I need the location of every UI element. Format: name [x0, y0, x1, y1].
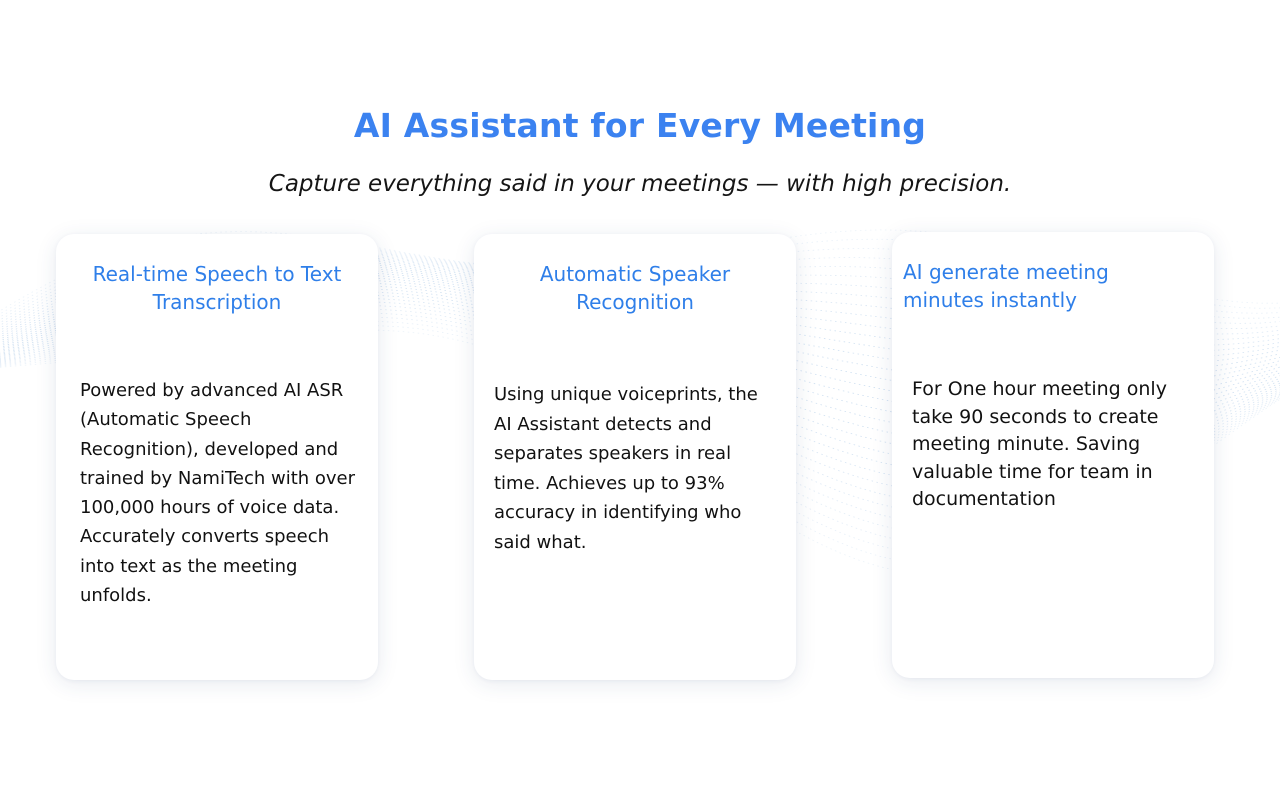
- feature-card-title: AI generate meeting minutes instantly: [903, 260, 1109, 312]
- feature-card-title: Automatic Speaker Recognition: [539, 262, 731, 314]
- feature-card-description: Using unique voiceprints, the AI Assistant detects and separates speakers in real time. Achieves up to 93% accuracy in identifying who said what.: [494, 384, 758, 553]
- feature-card-meeting-minutes: [892, 232, 1214, 678]
- feature-card-description: For One hour meeting only take 90 seconds to create meeting minute. Saving valuable time for team in documentation: [912, 378, 1167, 511]
- feature-card-speaker-recognition: [474, 234, 796, 680]
- page-title: AI Assistant for Every Meeting: [353, 106, 927, 145]
- feature-card-description: Powered by advanced AI ASR (Automatic Speech Recognition), developed and trained by NamiTech with over 100,000 hours of voice data. Accurately converts speech into text as the meeting unfolds.: [80, 380, 356, 607]
- feature-card-transcription: [56, 234, 378, 680]
- page-subtitle: Capture everything said in your meetings — with high precision.: [268, 171, 1012, 197]
- feature-card-title: Real-time Speech to Text Transcription: [92, 262, 342, 314]
